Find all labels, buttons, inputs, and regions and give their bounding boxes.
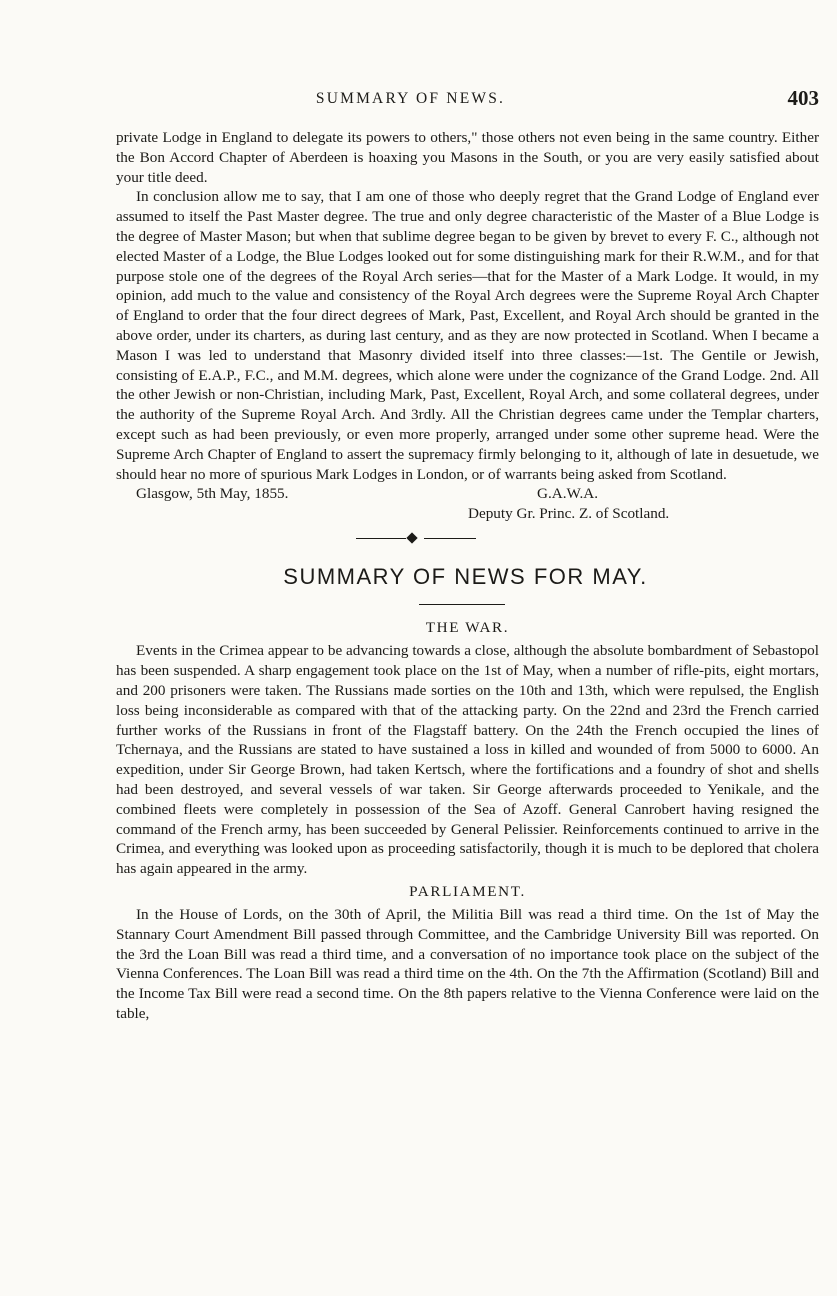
page-number: 403 [787, 86, 819, 110]
parliament-heading: PARLIAMENT. [409, 882, 526, 900]
section-divider-ornament [116, 532, 819, 546]
divider-rule [356, 538, 406, 539]
divider-rule [424, 538, 476, 539]
letter-signature-office: Deputy Gr. Princ. Z. of Scotland. [468, 505, 670, 523]
letter-signature-initials: G.A.W.A. [537, 485, 599, 503]
war-heading: THE WAR. [425, 619, 510, 637]
running-title: SUMMARY OF NEWS. [315, 90, 506, 107]
section-title: SUMMARY OF NEWS FOR MAY. [283, 564, 648, 590]
letter-paragraph: private Lodge in England to delegate its powers to others," those others not even being in the same country. Either the Bon Accord Chapter of Aberdeen is hoaxing you Masons in the South, or you are very easily satisfied about your title deed. [116, 129, 819, 186]
letter-place-date: Glasgow, 5th May, 1855. [136, 485, 289, 503]
text-column [116, 128, 819, 1024]
parliament-paragraph: In the House of Lords, on the 30th of April, the Militia Bill was read a third time. On the 1st of May the Stannary Court Amendment Bill passed through Committee, and the Cambridge University Bill was reported. On the 3rd the Loan Bill was read a third time, and a conversation of no importance took place on the subject of the Vienna Conferences. The Loan Bill was read a third time on the 4th. On the 7th the Affirmation (Scotland) Bill and the Income Tax Bill were read a second time. On the 8th papers relative to the Vienna Conference were laid on the table, [116, 905, 819, 1022]
war-paragraph: Events in the Crimea appear to be advancing towards a close, although the absolute bombardment of Sebastopol has been suspended. A sharp engagement took place on the 1st of May, when a number of rifle-pits, eight mortars, and 200 prisoners were taken. The Russians made sorties on the 10th and 13th, which were repulsed, the English loss being inconsiderable as compared with that of the attacking party. On the 22nd and 23rd the French carried further works of the Russians in front of the Flagstaff battery. On the 24th the French occupied the lines of Tchernaya, and the Russians are stated to have sustained a loss in killed and wounded of from 5000 to 6000. An expedition, under Sir George Brown, had taken Kertsch, where the fortifications and a foundry of shot and shells had been destroyed, and several vessels of war taken. Sir George afterwards proceeded to Yenikale, and the combined fleets were completely in possession of the Sea of Azoff. General Canrobert having resigned the command of the French army, has been succeeded by General Pelissier. Reinforcements continued to arrive in the Crimea, and everything was looked upon as proceeding satisfactorily, though it is much to be deplored that cholera has again appeared in the army. [116, 642, 819, 878]
title-rule [419, 604, 505, 605]
letter-paragraph: In conclusion allow me to say, that I am one of those who deeply regret that the Grand Lodge of England ever assumed to itself the Past Master degree. The true and only degree characteristic of the Master of a Blue Lodge is the degree of Master Mason; but when that sublime degree began to be given by brevet to every F. C., although not elected Master of a Lodge, the Blue Lodges looked out for some distinguishing mark for their R.W.M., and for that purpose stole one of the degrees of the Royal Arch series—that for the Master of a Mark Lodge. It would, in my opinion, add much to the value and consistency of the Royal Arch degrees were the Supreme Royal Arch Chapter of England to order that the four direct degrees of Mark, Past, Excellent, and Royal Arch should be granted in the above order, under its charters, as during last century, and as they are now protected in Scotland. When I became a Mason I was led to understand that Masonry divided itself into three classes:—1st. The Gentile or Jewish, consisting of E.A.P., F.C., and M.M. degrees, which alone were under the cognizance of the Grand Lodge. 2nd. All the other Jewish or non-Christian, including Mark, Past, Excellent, Royal Arch, and some collateral degrees, under the authority of the Supreme Royal Arch. And 3rdly. All the Christian degrees came under the Templar charters, except such as had been previously, or even more properly, arranged under some other supreme head. Were the Supreme Arch Chapter of England to assert the supremacy firmly belonging to it, although of late in desuetude, we should hear no more of spurious Mark Lodges in London, or of warrants being asked from Scotland. [116, 188, 819, 483]
divider-diamond-icon [406, 533, 417, 544]
running-head [0, 86, 837, 114]
letter-signoff [116, 484, 819, 524]
